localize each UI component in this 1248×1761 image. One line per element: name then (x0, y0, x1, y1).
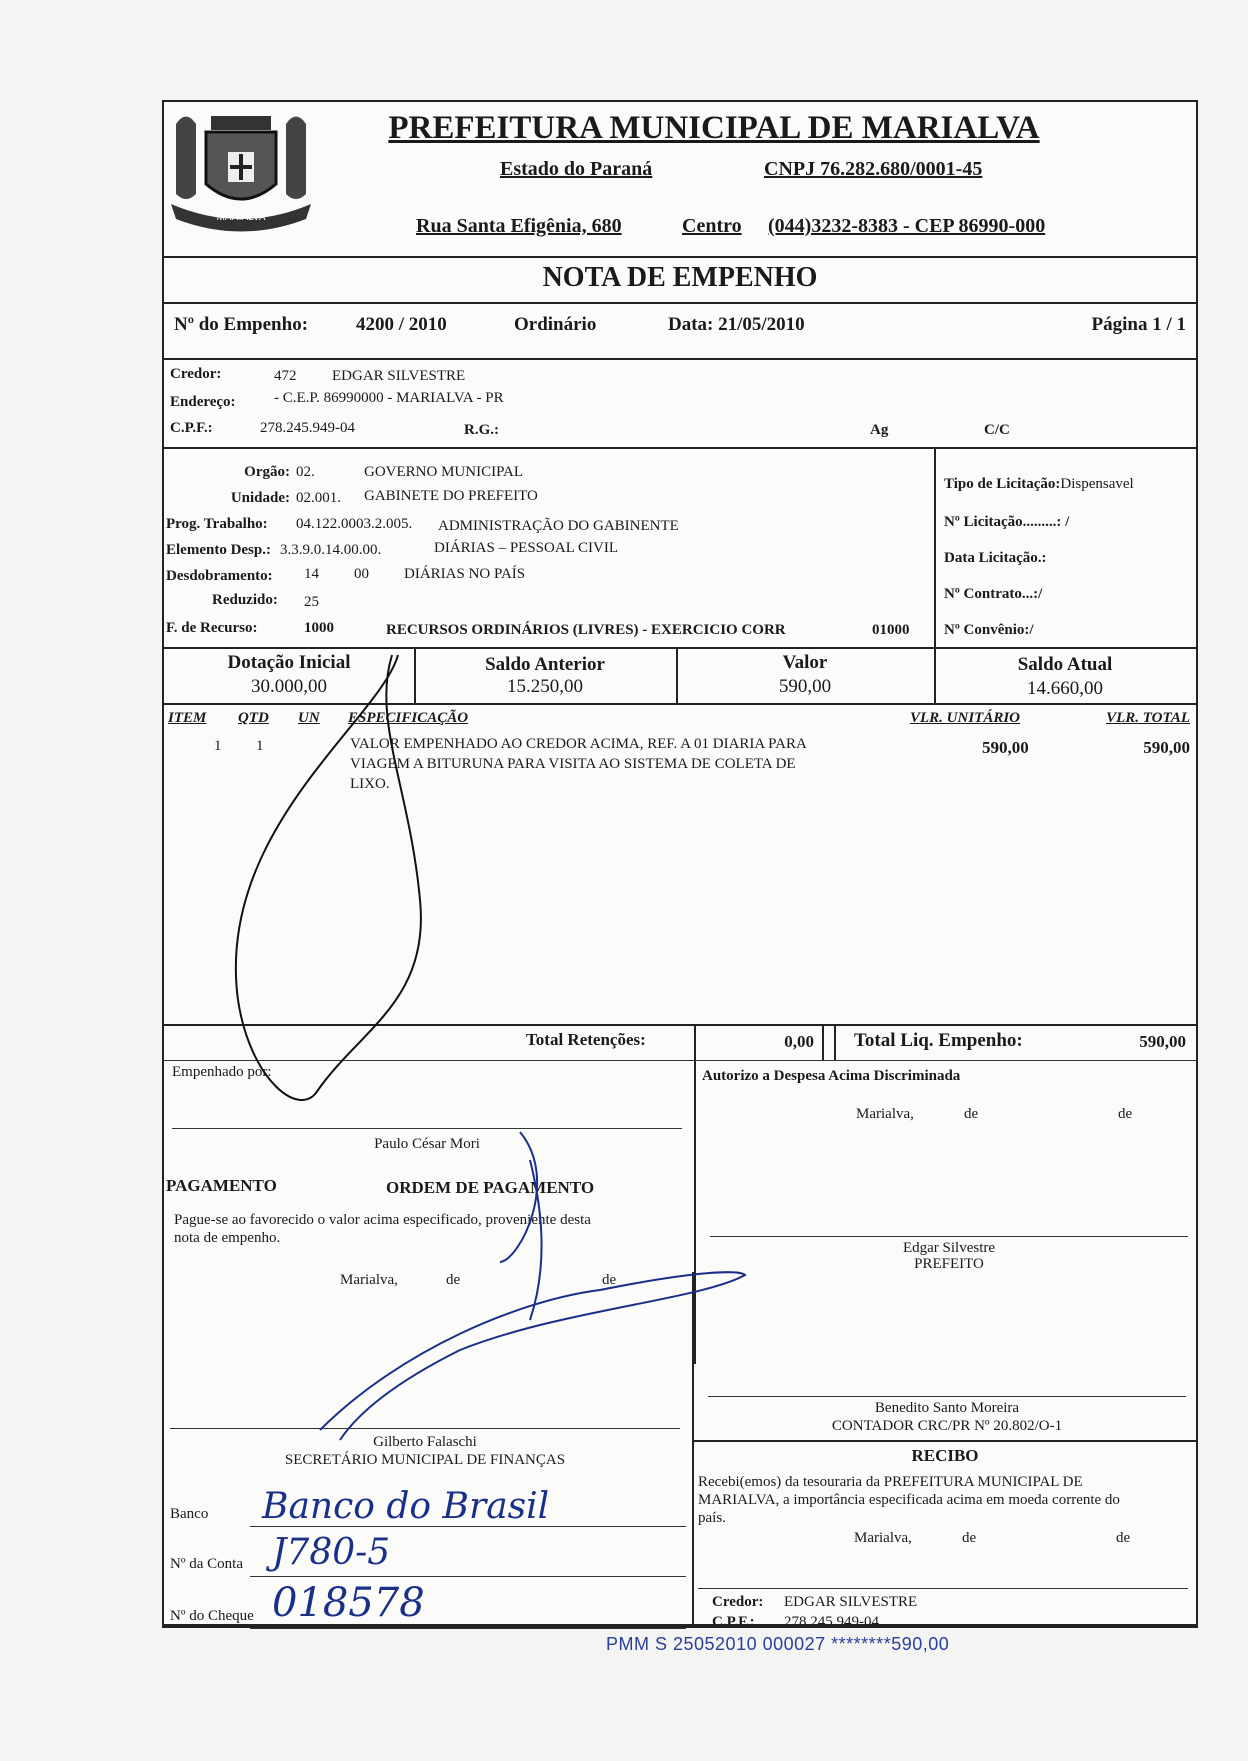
lic-num: Nº Licitação.........: / (944, 514, 1070, 530)
treasury-stamp: PMM S 25052010 000027 ********590,00 (606, 1634, 950, 1654)
contador-title: CONTADOR CRC/PR Nº 20.802/O-1 (831, 1418, 1063, 1434)
banco-label: Banco (170, 1506, 209, 1522)
aut-de2: de (1118, 1106, 1133, 1122)
orgao-label: Orgão: (244, 464, 290, 480)
empenhado-name: Paulo César Mori (374, 1136, 480, 1152)
logo-text: MARIALVA (216, 212, 266, 223)
rg-label: R.G.: (464, 422, 499, 438)
recurso-label: F. de Recurso: (166, 620, 258, 636)
cc-label: C/C (984, 422, 1010, 438)
pag-de2: de (602, 1272, 617, 1288)
unidade-code: 02.001. (296, 490, 341, 506)
recurso-code: 1000 (304, 620, 334, 636)
col-un: UN (298, 710, 320, 726)
cpf-value: 278.245.949-04 (260, 420, 355, 436)
desd-name: DIÁRIAS NO PAÍS (404, 566, 526, 582)
banco-handwritten: Banco do Brasil (262, 1486, 550, 1527)
desd-code2: 00 (354, 566, 369, 582)
saldo-anterior-label: Saldo Anterior (485, 654, 605, 675)
item-qtd: 1 (256, 738, 264, 754)
retencoes-value: 0,00 (784, 1032, 814, 1051)
lic-tipo-value: Dispensavel (1060, 476, 1134, 492)
item-number: 1 (214, 738, 222, 754)
desd-code1: 14 (304, 566, 319, 582)
orgao-name: GOVERNO MUNICIPAL (364, 464, 524, 480)
recibo-cpf-value: 278.245.949-04 (784, 1614, 879, 1630)
recibo-line1: Recebi(emos) da tesouraria da PREFEITURA MUNICIPAL DE (698, 1474, 1083, 1490)
reduz-label: Reduzido: (212, 592, 278, 608)
lic-convenio: Nº Convênio:/ (944, 622, 1034, 638)
saldo-atual-value: 14.660,00 (1027, 678, 1103, 699)
empenho-date: Data: 21/05/2010 (668, 314, 805, 335)
recurso-num: 01000 (872, 622, 910, 638)
empenho-num-value: 4200 / 2010 (356, 314, 447, 335)
col-espec: ESPECIFICAÇÃO (348, 710, 469, 726)
col-qtd: QTD (238, 710, 269, 726)
empenho-num-label: Nº do Empenho: (174, 314, 309, 335)
unidade-label: Unidade: (230, 490, 290, 506)
item-total-value: 590,00 (1143, 738, 1190, 757)
ordem-pagamento-label: ORDEM DE PAGAMENTO (386, 1178, 595, 1197)
credor-label: Credor: (170, 366, 222, 382)
elem-code: 3.3.9.0.14.00.00. (280, 542, 382, 558)
item-desc-line3: LIXO. (350, 776, 390, 792)
empenhado-label: Empenhado por: (172, 1064, 272, 1080)
retencoes-label: Total Retenções: (526, 1030, 646, 1049)
header-state: Estado do Paraná (500, 158, 653, 180)
reduz-value: 25 (304, 594, 319, 610)
recibo-city: Marialva, (854, 1530, 912, 1546)
lic-tipo-label: Tipo de Licitação:Dispensavel (944, 476, 1134, 492)
dotacao-value: 30.000,00 (251, 676, 327, 697)
prog-code: 04.122.0003.2.005. (296, 516, 413, 532)
ag-label: Ag (870, 422, 889, 438)
header-cnpj: CNPJ 76.282.680/0001-45 (764, 158, 983, 180)
recibo-line3: país. (698, 1510, 726, 1526)
secretario-name: Gilberto Falaschi (373, 1434, 477, 1450)
valor-value: 590,00 (778, 676, 832, 697)
conta-label: Nº da Conta (170, 1556, 243, 1572)
secretario-title: SECRETÁRIO MUNICIPAL DE FINANÇAS (284, 1452, 566, 1468)
header-phone: (044)3232-8383 - CEP 86990-000 (768, 215, 1046, 237)
pag-de1: de (446, 1272, 461, 1288)
recibo-de2: de (1116, 1530, 1131, 1546)
recibo-de1: de (962, 1530, 977, 1546)
header-title: PREFEITURA MUNICIPAL DE MARIALVA (388, 110, 1040, 146)
elem-name: DIÁRIAS – PESSOAL CIVIL (434, 540, 619, 556)
empenho-page: Página 1 / 1 (1091, 314, 1186, 335)
elem-label: Elemento Desp.: (166, 542, 271, 558)
header-address: Rua Santa Efigênia, 680 (416, 215, 622, 237)
col-item: ITEM (168, 710, 207, 726)
orgao-code: 02. (296, 464, 315, 480)
cheque-handwritten: 018578 (272, 1580, 425, 1626)
recurso-name: RECURSOS ORDINÁRIOS (LIVRES) - EXERCICIO CORR (386, 622, 786, 638)
desd-label: Desdobramento: (166, 568, 273, 584)
recibo-credor-value: EDGAR SILVESTRE (784, 1594, 918, 1610)
recibo-title: RECIBO (911, 1446, 979, 1465)
prog-name: ADMINISTRAÇÃO DO GABINENTE (438, 518, 679, 534)
contador-name: Benedito Santo Moreira (874, 1400, 1020, 1416)
col-unit: VLR. UNITÁRIO (910, 710, 1021, 726)
aut-city: Marialva, (856, 1106, 914, 1122)
col-total: VLR. TOTAL (1106, 710, 1190, 726)
saldo-atual-label: Saldo Atual (1017, 654, 1113, 675)
empenho-form (162, 100, 1198, 1628)
prog-label: Prog. Trabalho: (166, 516, 268, 532)
saldo-anterior-value: 15.250,00 (507, 676, 583, 697)
pague-line2: nota de empenho. (174, 1230, 281, 1246)
header-district: Centro (682, 215, 742, 237)
item-desc-line1: VALOR EMPENHADO AO CREDOR ACIMA, REF. A 01 DIARIA PARA (350, 736, 807, 752)
credor-code: 472 (274, 368, 297, 384)
conta-handwritten: J780-5 (272, 1532, 391, 1573)
prefeito-title: PREFEITO (914, 1256, 984, 1272)
aut-de1: de (964, 1106, 979, 1122)
pagamento-label: PAGAMENTO (166, 1176, 277, 1195)
pague-line1: Pague-se ao favorecido o valor acima especificado, proveniente desta (174, 1212, 591, 1228)
unidade-name: GABINETE DO PREFEITO (364, 488, 538, 504)
lic-data: Data Licitação.: (944, 550, 1047, 566)
valor-label: Valor (782, 652, 828, 673)
recibo-cpf-label: C.P.F.: (712, 1614, 755, 1630)
doc-title: NOTA DE EMPENHO (542, 262, 818, 293)
cpf-label: C.P.F.: (170, 420, 213, 436)
credor-name: EDGAR SILVESTRE (332, 368, 466, 384)
cheque-label: Nº do Cheque (170, 1608, 254, 1624)
total-liq-label: Total Liq. Empenho: (854, 1030, 1023, 1051)
empenho-type: Ordinário (514, 314, 597, 335)
total-liq-value: 590,00 (1139, 1032, 1186, 1051)
coat-of-arms-logo (166, 104, 316, 234)
endereco-label: Endereço: (170, 394, 236, 410)
lic-contrato: Nº Contrato...:/ (944, 586, 1043, 602)
recibo-line2: MARIALVA, a importância especificada acima em moeda corrente do (698, 1492, 1120, 1508)
recibo-credor-label: Credor: (712, 1594, 764, 1610)
endereco-value: - C.E.P. 86990000 - MARIALVA - PR (274, 390, 504, 406)
item-unit-value: 590,00 (982, 738, 1029, 757)
prefeito-name: Edgar Silvestre (902, 1240, 996, 1256)
dotacao-label: Dotação Inicial (227, 652, 351, 673)
item-desc-line2: VIAGEM A BITURUNA PARA VISITA AO SISTEMA DE COLETA DE (350, 756, 796, 772)
autorizo-label: Autorizo a Despesa Acima Discriminada (702, 1068, 961, 1084)
pag-city: Marialva, (340, 1272, 398, 1288)
